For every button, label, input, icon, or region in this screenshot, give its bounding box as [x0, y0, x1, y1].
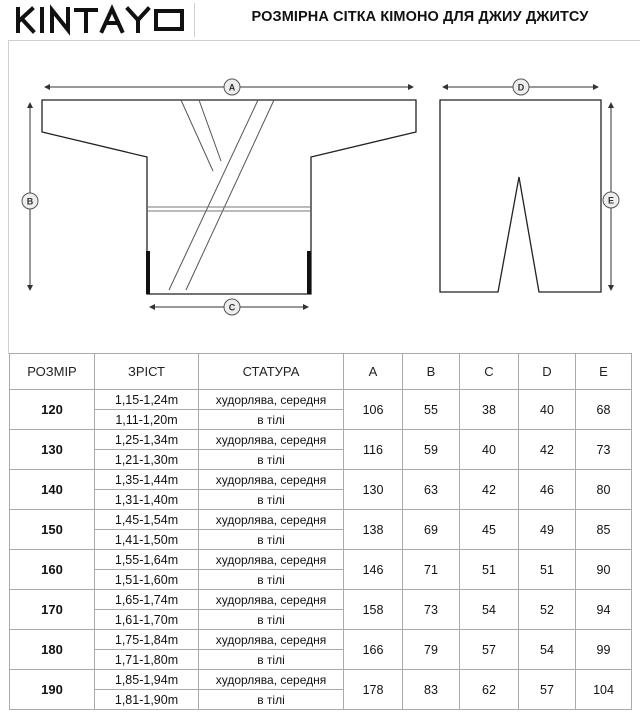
height-cell: 1,45-1,54m [95, 510, 199, 530]
height-cell: 1,21-1,30m [95, 450, 199, 470]
height-cell: 1,51-1,60m [95, 570, 199, 590]
build-cell: в тілі [199, 610, 344, 630]
build-cell: в тілі [199, 530, 344, 550]
b-cell: 79 [403, 630, 460, 670]
pants-outline [440, 100, 601, 292]
build-cell: худорлява, середня [199, 670, 344, 690]
height-cell: 1,31-1,40m [95, 490, 199, 510]
height-cell: 1,85-1,94m [95, 670, 199, 690]
header-size: РОЗМІР [10, 354, 95, 390]
table-row [10, 390, 632, 410]
label-a: A [228, 82, 236, 93]
header-a: A [344, 354, 403, 390]
build-cell: худорлява, середня [199, 390, 344, 410]
a-cell: 116 [344, 430, 403, 470]
jacket-lapel [181, 100, 221, 171]
size-table [9, 353, 632, 710]
a-cell: 178 [344, 670, 403, 710]
b-cell: 55 [403, 390, 460, 430]
table-row [10, 510, 632, 530]
size-cell: 150 [10, 510, 95, 550]
build-cell: худорлява, середня [199, 590, 344, 610]
build-cell: в тілі [199, 410, 344, 430]
table-row [10, 470, 632, 490]
a-cell: 158 [344, 590, 403, 630]
height-cell: 1,75-1,84m [95, 630, 199, 650]
table-row [10, 590, 632, 610]
header-d: D [519, 354, 576, 390]
c-cell: 40 [460, 430, 519, 470]
a-cell: 138 [344, 510, 403, 550]
build-cell: в тілі [199, 690, 344, 710]
kimono-drawing [1, 1, 640, 354]
build-cell: худорлява, середня [199, 630, 344, 650]
build-cell: в тілі [199, 570, 344, 590]
c-cell: 57 [460, 630, 519, 670]
size-cell: 170 [10, 590, 95, 630]
a-cell: 106 [344, 390, 403, 430]
table-row [10, 630, 632, 650]
b-cell: 73 [403, 590, 460, 630]
build-cell: худорлява, середня [199, 470, 344, 490]
b-cell: 71 [403, 550, 460, 590]
c-cell: 42 [460, 470, 519, 510]
kimono-diagram [8, 40, 640, 354]
build-cell: худорлява, середня [199, 430, 344, 450]
size-cell: 130 [10, 430, 95, 470]
c-cell: 51 [460, 550, 519, 590]
build-cell: худорлява, середня [199, 510, 344, 530]
height-cell: 1,25-1,34m [95, 430, 199, 450]
d-cell: 52 [519, 590, 576, 630]
d-cell: 49 [519, 510, 576, 550]
d-cell: 46 [519, 470, 576, 510]
size-cell: 190 [10, 670, 95, 710]
c-cell: 38 [460, 390, 519, 430]
e-cell: 94 [576, 590, 632, 630]
b-cell: 63 [403, 470, 460, 510]
slit-right [307, 251, 311, 294]
e-cell: 80 [576, 470, 632, 510]
page-title: РОЗМІРНА СІТКА КІМОНО ДЛЯ ДЖИУ ДЖИТСУ [251, 9, 589, 25]
d-cell: 54 [519, 630, 576, 670]
height-cell: 1,55-1,64m [95, 550, 199, 570]
d-cell: 57 [519, 670, 576, 710]
build-cell: в тілі [199, 450, 344, 470]
height-cell: 1,15-1,24m [95, 390, 199, 410]
label-b: B [26, 196, 34, 207]
label-e: E [607, 195, 615, 206]
table-header-row [10, 354, 632, 390]
table-row [10, 430, 632, 450]
b-cell: 69 [403, 510, 460, 550]
e-cell: 104 [576, 670, 632, 710]
height-cell: 1,11-1,20m [95, 410, 199, 430]
size-cell: 120 [10, 390, 95, 430]
header-height: ЗРІСТ [95, 354, 199, 390]
e-cell: 85 [576, 510, 632, 550]
a-cell: 130 [344, 470, 403, 510]
e-cell: 68 [576, 390, 632, 430]
build-cell: худорлява, середня [199, 550, 344, 570]
height-cell: 1,65-1,74m [95, 590, 199, 610]
c-cell: 45 [460, 510, 519, 550]
b-cell: 59 [403, 430, 460, 470]
label-c: C [228, 302, 236, 313]
e-cell: 73 [576, 430, 632, 470]
build-cell: в тілі [199, 650, 344, 670]
c-cell: 62 [460, 670, 519, 710]
height-cell: 1,35-1,44m [95, 470, 199, 490]
header-build: СТАТУРА [199, 354, 344, 390]
d-cell: 42 [519, 430, 576, 470]
height-cell: 1,71-1,80m [95, 650, 199, 670]
d-cell: 40 [519, 390, 576, 430]
size-cell: 160 [10, 550, 95, 590]
header-e: E [576, 354, 632, 390]
b-cell: 83 [403, 670, 460, 710]
size-cell: 180 [10, 630, 95, 670]
slit-left [146, 251, 150, 294]
size-cell: 140 [10, 470, 95, 510]
header-c: C [460, 354, 519, 390]
d-cell: 51 [519, 550, 576, 590]
header-b: B [403, 354, 460, 390]
jacket-belt [148, 207, 310, 211]
e-cell: 99 [576, 630, 632, 670]
a-cell: 166 [344, 630, 403, 670]
build-cell: в тілі [199, 490, 344, 510]
label-d: D [517, 82, 525, 93]
jacket-lapel-cross [169, 100, 274, 290]
height-cell: 1,41-1,50m [95, 530, 199, 550]
height-cell: 1,61-1,70m [95, 610, 199, 630]
c-cell: 54 [460, 590, 519, 630]
table-row [10, 670, 632, 690]
height-cell: 1,81-1,90m [95, 690, 199, 710]
e-cell: 90 [576, 550, 632, 590]
table-row [10, 550, 632, 570]
a-cell: 146 [344, 550, 403, 590]
